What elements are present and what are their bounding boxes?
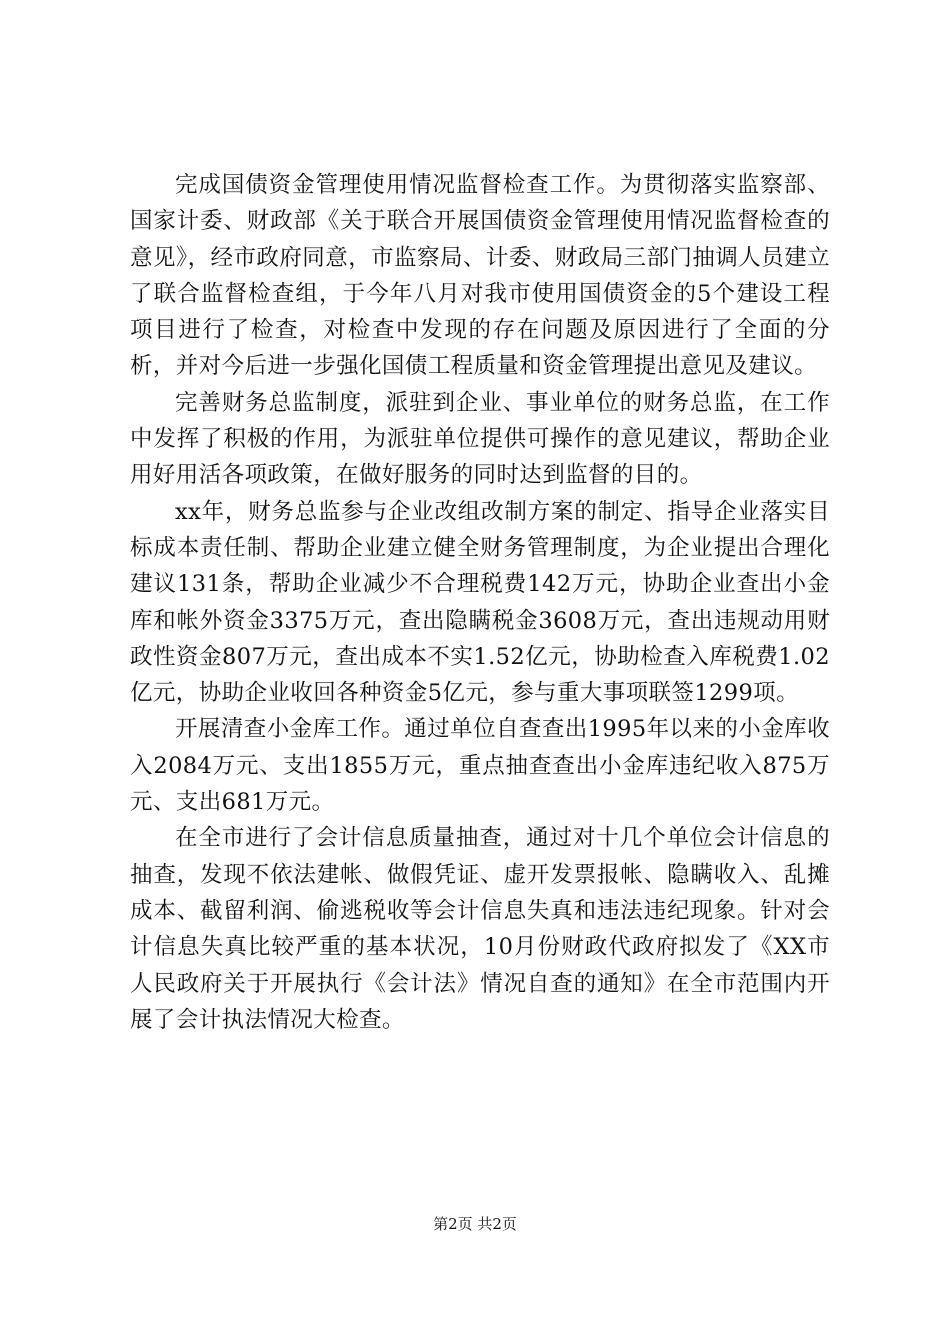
paragraph-accounting-quality-check: 在全市进行了会计信息质量抽查，通过对十几个单位会计信息的抽查，发现不依法建帐、做假凭证、虚开发票报帐、隐瞒收入、乱摊成本、截留利润、偷逃税收等会计信息失真和违法违纪现象。针对会计信息失真比较严重的基本状况，10月份财政代政府拟发了《XX市人民政府关于开展执行《会计法》情况自查的通知》在全市范围内开展了会计执法情况大检查。 bbox=[130, 825, 830, 1033]
paragraph-financial-director-results: xx年，财务总监参与企业改组改制方案的制定、指导企业落实目标成本责任制、帮助企业建立健全财务管理制度，为企业提出合理化建议131条，帮助企业减少不合理税费142万元，协助企业查出小金库和帐外资金3375万元，查出隐瞒税金3608万元，查出违规动用财政性资金807万元，查出成本不实1.52亿元，协助检查入库税费1.02亿元，协助企业收回各种资金5亿元，参与重大事项联签1299项。 bbox=[130, 498, 830, 707]
document-body bbox=[130, 167, 830, 1038]
page-number-footer: 第2页 共2页 bbox=[433, 1215, 517, 1233]
paragraph-national-debt-inspection: 完成国债资金管理使用情况监督检查工作。为贯彻落实监察部、国家计委、财政部《关于联合开展国债资金管理使用情况监督检查的意见》，经市政府同意，市监察局、计委、财政局三部门抽调人员建立了联合监督检查组，于今年八月对我市使用国债资金的5个建设工程项目进行了检查，对检查中发现的存在问题及原因进行了全面的分析，并对今后进一步强化国债工程质量和资金管理提出意见及建议。 bbox=[130, 172, 830, 380]
paragraph-small-treasury-cleanup: 开展清查小金库工作。通过单位自查查出1995年以来的小金库收入2084万元、支出1855万元，重点抽查查出小金库违纪收入875万元、支出681万元。 bbox=[130, 716, 830, 816]
paragraph-financial-director-system: 完善财务总监制度，派驻到企业、事业单位的财务总监，在工作中发挥了积极的作用，为派驻单位提供可操作的意见建议，帮助企业用好用活各项政策，在做好服务的同时达到监督的目的。 bbox=[130, 389, 830, 489]
